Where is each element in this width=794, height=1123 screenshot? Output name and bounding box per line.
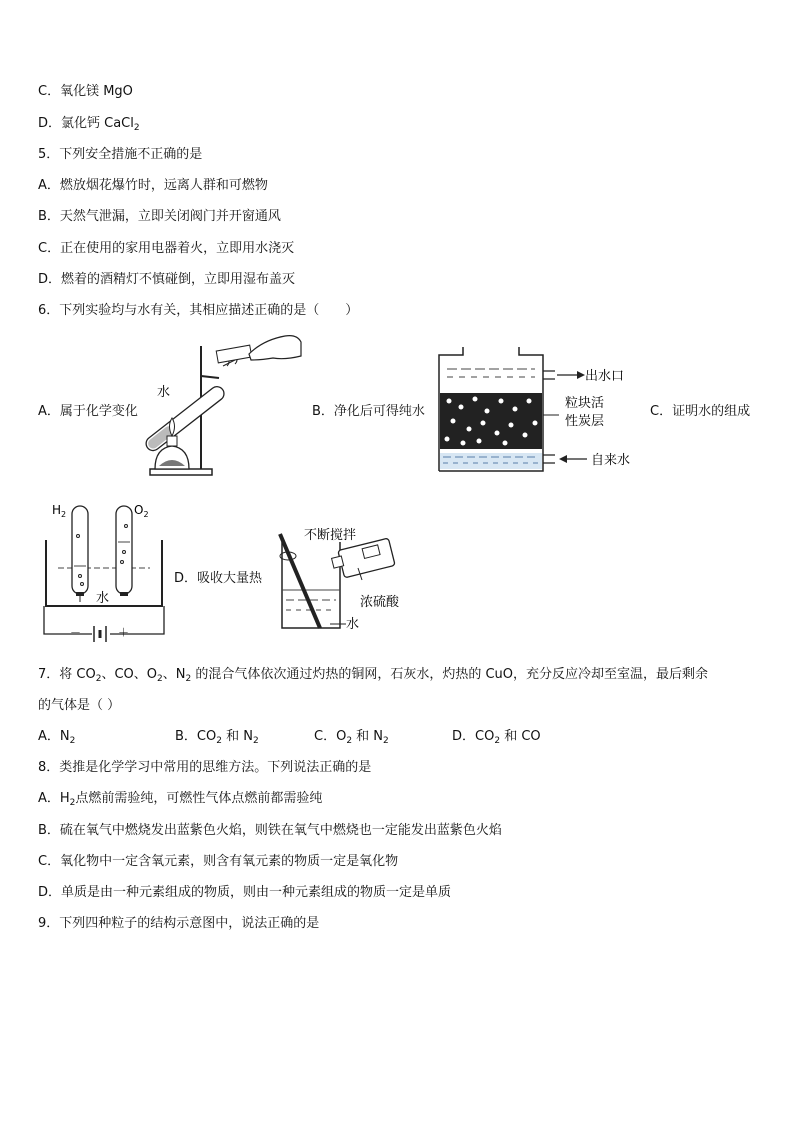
o2-label: $O_2$ [134, 503, 149, 519]
option-8c: C．氧化物中一定含氧元素，则含有氧元素的物质一定是氧化物 [38, 854, 399, 869]
subscript: 2 [216, 736, 222, 746]
minus-sign: － [70, 626, 81, 639]
subscript: 2 [157, 674, 163, 684]
option-5a: A．燃放烟花爆竹时，远离人群和可燃物 [38, 178, 268, 193]
option-4d [38, 115, 140, 133]
option-5c: C．正在使用的家用电器着火，立即用水浇灭 [38, 241, 295, 256]
figure-filter-tank [435, 343, 655, 478]
outlet-label: 出水口 [585, 369, 625, 384]
q7-text: 7．将 CO [38, 667, 96, 682]
h2-label: $H_2$ [52, 503, 67, 519]
option-4c: C．氧化镁 MgO [38, 84, 133, 99]
question-5: 5．下列安全措施不正确的是 [38, 147, 203, 162]
option-5b: B．天然气泄漏，立即关闭阀门并开窗通风 [38, 209, 281, 224]
option-8a [38, 790, 322, 808]
q8a-text: A．H [38, 791, 70, 806]
subscript: 2 [185, 674, 192, 684]
q7-text: 和 N [221, 729, 253, 744]
subscript: 2 [252, 736, 259, 746]
carbon-label-2: 性炭层 [565, 414, 605, 429]
q7-text: 、CO、O [101, 667, 157, 682]
water-label: 水 [96, 591, 110, 606]
subscript: 2 [346, 736, 353, 746]
subscript: 2 [69, 798, 76, 808]
figure-electrolysis [38, 496, 168, 644]
stir-label: 不断搅拌 [304, 528, 357, 543]
subscript: 2 [383, 736, 389, 746]
option-5d: D．燃着的酒精灯不慎碰倒，立即用湿布盖灭 [38, 272, 296, 287]
option-8b: B．硫在氧气中燃烧发出蓝紫色火焰，则铁在氧气中燃烧也一定能发出蓝紫色火焰 [38, 823, 502, 838]
q7-text: B．CO [175, 729, 217, 744]
question-9: 9．下列四种粒子的结构示意图中，说法正确的是 [38, 916, 320, 931]
option-4d-text: D．氯化钙 CaCl [38, 116, 134, 131]
option-6a: A．属于化学变化 [38, 404, 138, 419]
q7-text: A．N [38, 729, 70, 744]
q7-option-a [38, 728, 75, 746]
carbon-label-1: 粒块活 [565, 396, 605, 411]
question-7-line2: 的气体是（ ） [38, 698, 121, 713]
inlet-label: 自来水 [591, 453, 631, 468]
option-8d: D．单质是由一种元素组成的物质，则由一种元素组成的物质一定是单质 [38, 885, 452, 900]
water-label: 水 [157, 385, 171, 400]
option-6c: C．证明水的组成 [650, 404, 751, 419]
subscript: 2 [95, 674, 102, 684]
q7-text: D．CO [452, 729, 495, 744]
plus-sign: ＋ [118, 626, 129, 639]
acid-label: 浓硫酸 [360, 595, 400, 610]
subscript: 2 [133, 123, 140, 133]
question-7 [38, 666, 708, 684]
q8a-text: 点燃前需验纯，可燃性气体点燃前都需验纯 [75, 791, 323, 806]
figure-dilution [268, 520, 418, 634]
subscript: 2 [69, 736, 76, 746]
subscript: 2 [494, 736, 501, 746]
q7-option-c [314, 728, 389, 746]
water-label: 水 [346, 617, 360, 632]
q7-option-d [452, 728, 541, 746]
q7-option-b [175, 728, 259, 746]
question-8: 8．类推是化学学习中常用的思维方法。下列说法正确的是 [38, 760, 372, 775]
option-6d: D．吸收大量热 [174, 571, 263, 586]
q7-text: 和 N [352, 729, 384, 744]
figure-heating-tube [145, 326, 305, 486]
option-6b: B．净化后可得纯水 [312, 404, 425, 419]
question-6: 6．下列实验均与水有关，其相应描述正确的是（ ） [38, 303, 359, 318]
q7-text: 、N [162, 667, 186, 682]
q7-text: 和 CO [500, 729, 541, 744]
q7-text: 的混合气体依次通过灼热的铜网，石灰水，灼热的 CuO，充分反应冷却至室温，最后剩余 [191, 667, 709, 682]
q7-text: C．O [314, 729, 347, 744]
